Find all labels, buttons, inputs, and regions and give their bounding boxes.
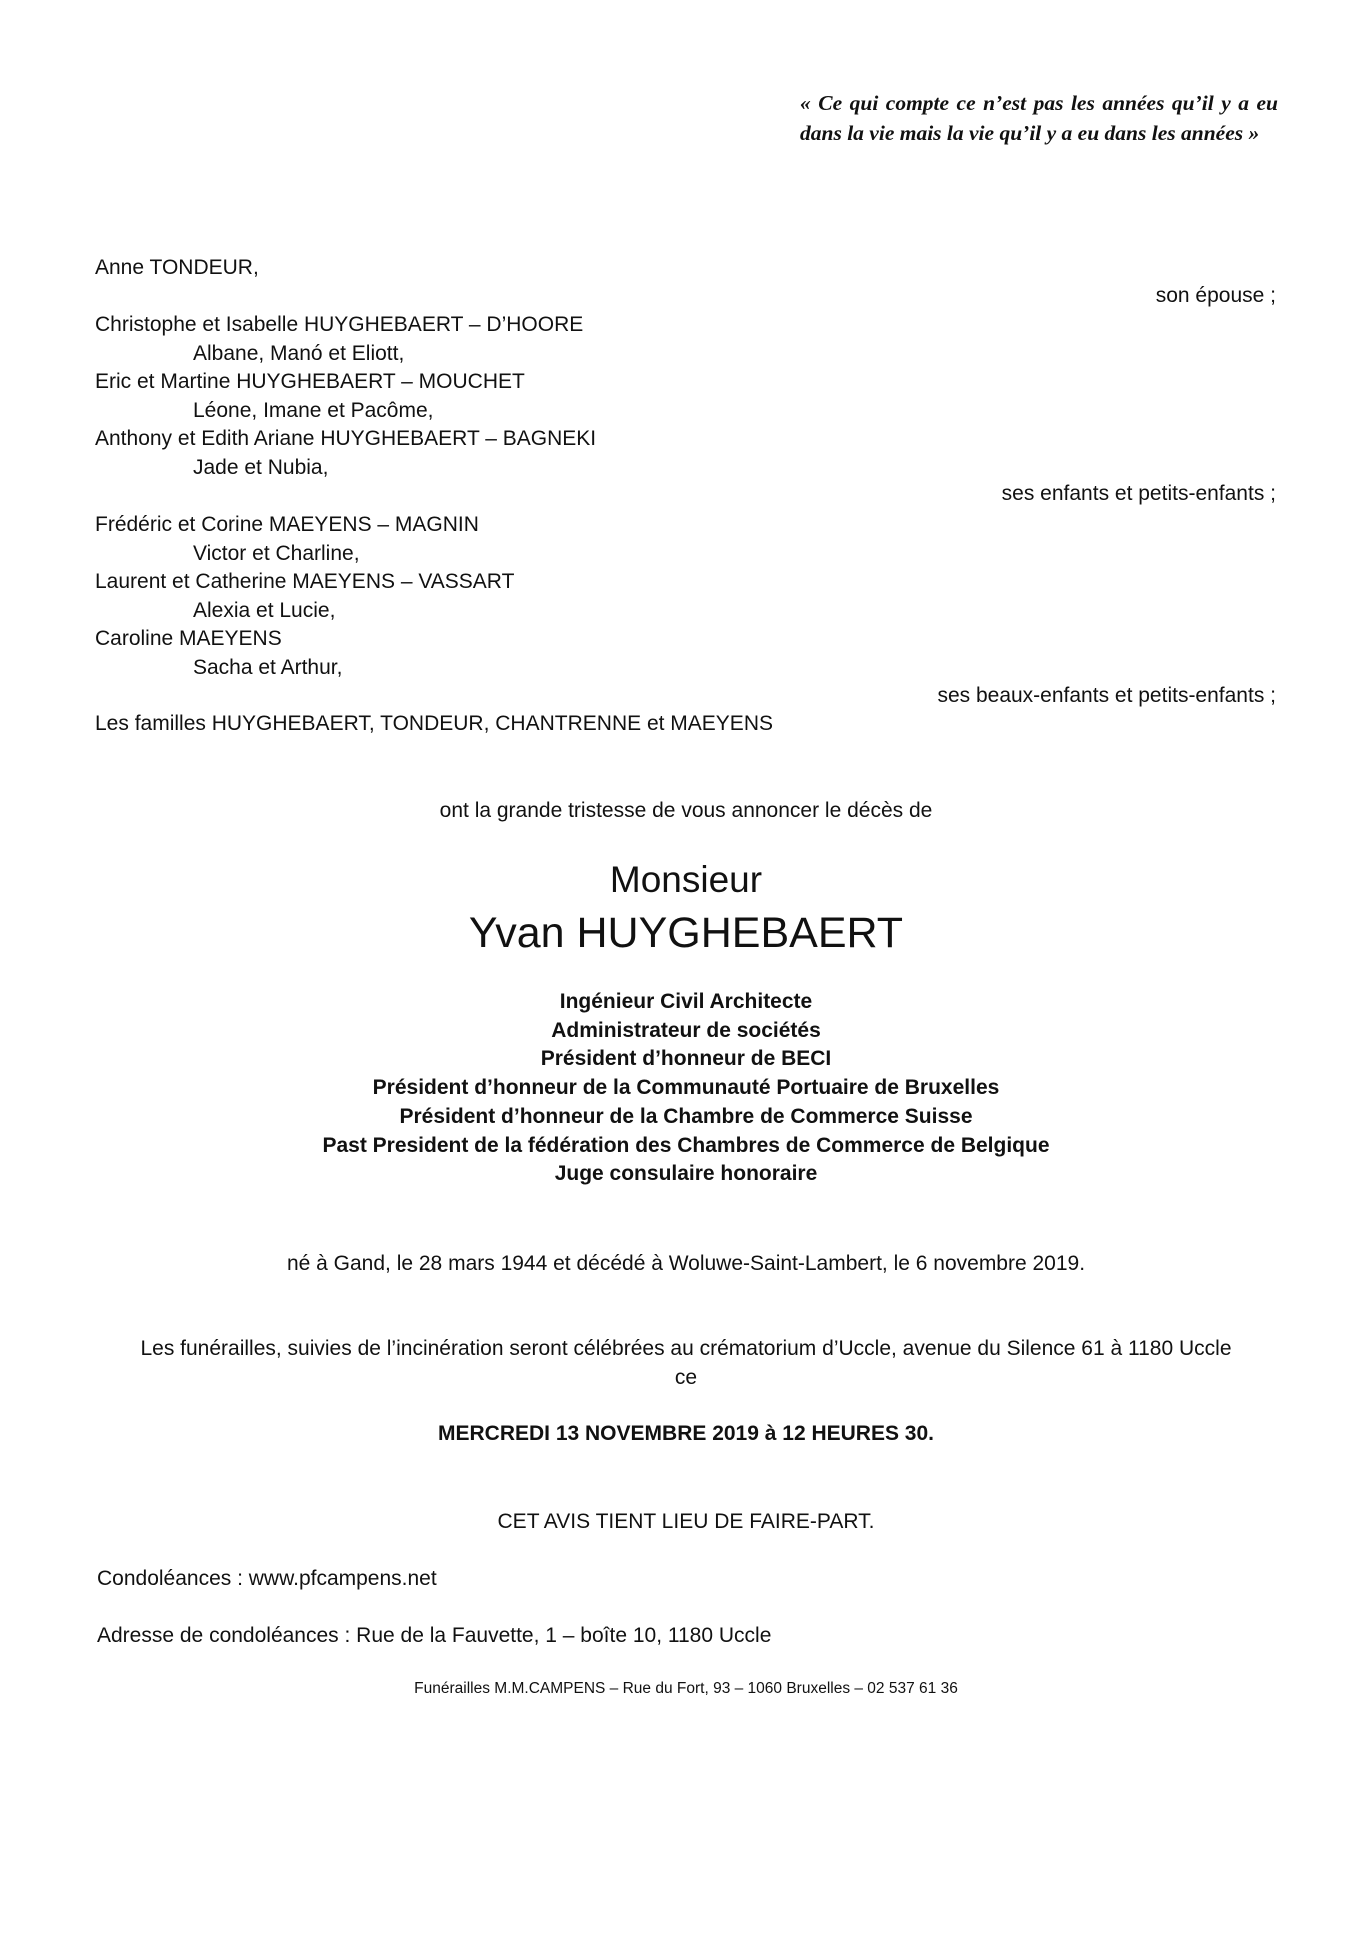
grandchildren: Victor et Charline, <box>193 542 360 565</box>
title-line: Président d’honneur de la Chambre de Commerce Suisse <box>399 1104 973 1128</box>
spouse-name: Anne TONDEUR, <box>95 256 259 279</box>
birth-death-line: né à Gand, le 28 mars 1944 et décédé à Woluwe-Saint-Lambert, le 6 novembre 2019. <box>286 1252 1086 1275</box>
title-line: Président d’honneur de BECI <box>540 1047 832 1071</box>
grandchildren: Sacha et Arthur, <box>193 656 343 679</box>
condolences-address: Adresse de condoléances : Rue de la Fauvette, 1 – boîte 10, 1180 Uccle <box>97 1624 772 1647</box>
funeral-details-cont: ce <box>674 1366 698 1389</box>
epigraph-quote: « Ce qui compte ce n’est pas les années qu’il y a eu dans la vie mais la vie qu’il y a eu dans les années » <box>800 91 1278 145</box>
funeral-datetime: MERCREDI 13 NOVEMBRE 2019 à 12 HEURES 30. <box>437 1422 934 1445</box>
families-line: Les familles HUYGHEBAERT, TONDEUR, CHANTRENNE et MAEYENS <box>95 712 773 735</box>
announcement-text: ont la grande tristesse de vous annoncer le décès de <box>439 799 933 822</box>
grandchildren: Alexia et Lucie, <box>193 599 336 622</box>
deceased-titles <box>0 988 1372 1189</box>
children-relation: ses enfants et petits-enfants ; <box>1001 482 1276 505</box>
funeral-details: Les funérailles, suivies de l’incinération seront célébrées au crématorium d’Uccle, avenue du Silence 61 à 1180 Uccle <box>140 1337 1232 1360</box>
title-line: Past President de la fédération des Chambres de Commerce de Belgique <box>322 1133 1050 1157</box>
spouse-relation: son épouse ; <box>1155 284 1276 307</box>
funeral-home-footer: Funérailles M.M.CAMPENS – Rue du Fort, 93 – 1060 Bruxelles – 02 537 61 36 <box>414 1680 958 1697</box>
condolences-website: Condoléances : www.pfcampens.net <box>97 1567 437 1590</box>
in-laws-relation: ses beaux-enfants et petits-enfants ; <box>937 684 1276 707</box>
deceased-name: Yvan HUYGHEBAERT <box>468 909 904 957</box>
grandchildren: Jade et Nubia, <box>193 456 329 479</box>
in-law-couple: Laurent et Catherine MAEYENS – VASSART <box>95 570 515 593</box>
deceased-title: Monsieur <box>609 859 763 900</box>
in-law-name: Caroline MAEYENS <box>95 627 282 650</box>
title-line: Juge consulaire honoraire <box>554 1162 818 1186</box>
title-line: Ingénieur Civil Architecte <box>559 990 813 1013</box>
in-law-couple: Frédéric et Corine MAEYENS – MAGNIN <box>95 513 479 536</box>
child-couple: Eric et Martine HUYGHEBAERT – MOUCHET <box>95 370 525 393</box>
child-couple: Christophe et Isabelle HUYGHEBAERT – D’HOORE <box>95 313 584 336</box>
child-couple: Anthony et Edith Ariane HUYGHEBAERT – BAGNEKI <box>95 427 597 450</box>
title-line: Administrateur de sociétés <box>551 1018 821 1042</box>
notice-text: CET AVIS TIENT LIEU DE FAIRE-PART. <box>497 1510 875 1533</box>
grandchildren: Léone, Imane et Pacôme, <box>193 399 434 422</box>
grandchildren: Albane, Manó et Eliott, <box>193 342 405 365</box>
title-line: Président d’honneur de la Communauté Portuaire de Bruxelles <box>372 1076 1000 1100</box>
